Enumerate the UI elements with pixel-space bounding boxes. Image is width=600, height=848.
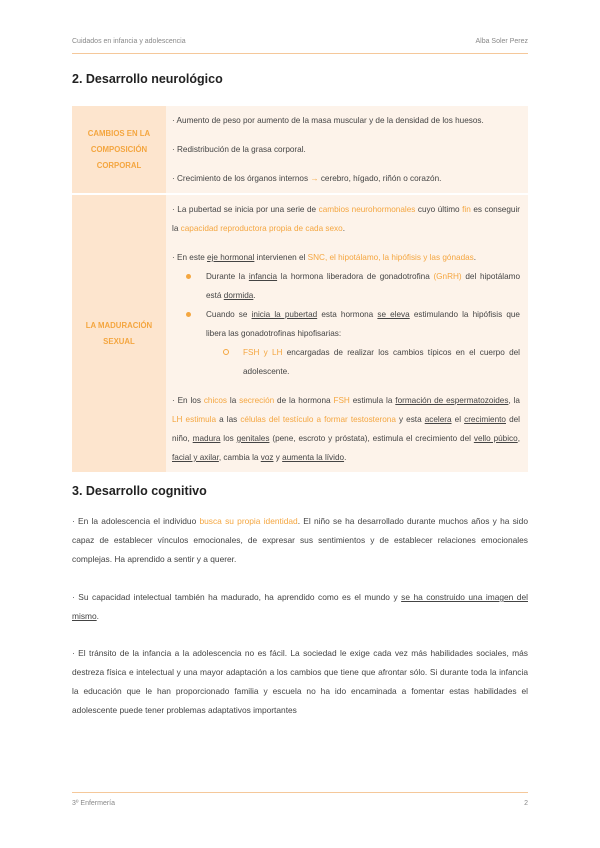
paragraph: · En este eje hormonal intervienen el SNC, el hipotálamo, la hipófisis y las gónadas. — [172, 253, 477, 262]
header-course: Cuidados en infancia y adolescencia — [72, 38, 186, 45]
header-author: Alba Soler Perez — [475, 38, 528, 45]
section-2-title: 2. Desarrollo neurológico — [72, 72, 223, 86]
list-item: · Redistribución de la grasa corporal. — [172, 145, 306, 154]
list-item: Durante la infancia la hormona liberadora de gonadotrofina (GnRH) del hipotálamo está dormida. — [172, 267, 520, 305]
circle-bullet-icon — [223, 349, 229, 355]
table-row — [72, 106, 528, 194]
footer-divider — [72, 792, 528, 793]
row-label-sexual-maturation: LA MADURACIÓN SEXUAL — [72, 194, 166, 472]
bullet-icon — [186, 274, 191, 279]
paragraph: · En los chicos la secreción de la hormona FSH estimula la formación de espermatozoides, la LH estimula a las células del testículo a formar testosterona y esta acelera el crecimiento del niño, madura los genitales (pene, escroto y próstata), estimula el crecimiento del vello púbico, facial y axilar, cambia la voz y aumenta la lívido. — [172, 396, 520, 462]
paragraph: · Su capacidad intelectual también ha madurado, ha aprendido como es el mundo y se ha construido una imagen del mismo. — [72, 592, 528, 621]
neuro-table — [72, 106, 528, 472]
page-number: 2 — [524, 800, 528, 807]
list-item: · Crecimiento de los órganos internos → cerebro, hígado, riñón o corazón. — [172, 174, 442, 183]
header-divider — [72, 53, 528, 54]
paragraph: · El tránsito de la infancia a la adolescencia no es fácil. La sociedad le exige cada vez más habilidades sociales, más destreza física e intelectual y una mayor adaptación a los cambios que tiene que afrontar sólo. Si durante toda la infancia la educación que le han proporcionado familia y escuela no ha ido encaminada a fomentar estas habilidades el adolescente puede tener problemas adaptativos importantes — [72, 648, 528, 715]
arrow-icon: → — [310, 174, 319, 183]
row-label-body-composition: CAMBIOS EN LA COMPOSICIÓN CORPORAL — [72, 106, 166, 194]
page-footer — [72, 800, 528, 807]
row-body-sexual-maturation — [166, 194, 528, 472]
section-3-title: 3. Desarrollo cognitivo — [72, 484, 207, 498]
bullet-icon — [186, 312, 191, 317]
list-item: · Aumento de peso por aumento de la masa muscular y de la densidad de los huesos. — [172, 116, 484, 125]
footer-course-year: 3º Enfermería — [72, 800, 116, 807]
paragraph: · En la adolescencia el individuo busca su propia identidad. El niño se ha desarrollado durante muchos años y ha sido capaz de establecer vínculos emocionales, de expresar sus sentimientos y de establecer relaciones emocionales complejas. Ha aprendido a sentir y a querer. — [72, 516, 528, 564]
paragraph: · La pubertad se inicia por una serie de cambios neurohormonales cuyo último fin es conseguir la capacidad reproductora propia de cada sexo. — [172, 205, 520, 233]
table-row — [72, 194, 528, 472]
list-item: FSH y LH encargadas de realizar los cambios típicos en el cuerpo del adolescente. — [172, 343, 520, 381]
row-body-body-composition — [166, 106, 528, 194]
list-item: Cuando se inicia la pubertad esta hormona se eleva estimulando la hipófisis que libera las gonadotrofinas hipofisarias: — [172, 305, 520, 343]
page-header — [72, 38, 528, 45]
